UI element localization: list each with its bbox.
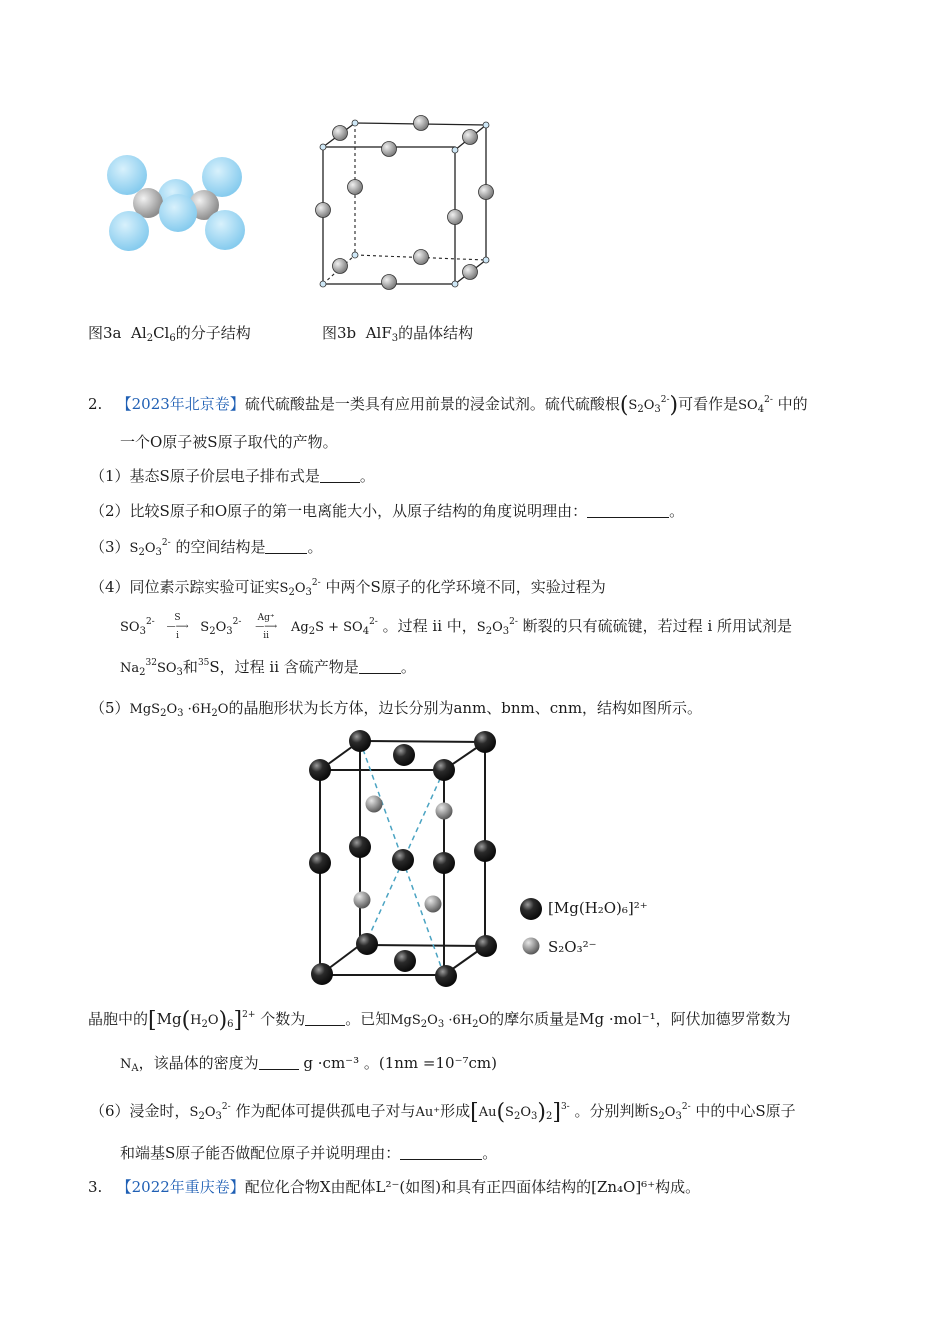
q2-part4-line1: （4）同位素示踪实验可证实$S_2O_3^{2-}$ 中两个S原子的化学环境不同，实验过程为 — [90, 578, 606, 598]
q2-part2: （2）比较S原子和O原子的第一电离能大小，从原子结构的角度说明理由： 。 — [90, 502, 685, 520]
q3-line: 3. 【2022年重庆卷】配位化合物X由配体L²⁻(如图)和具有正四面体结构的[Zn₄O]⁶⁺构成。 — [88, 1178, 701, 1196]
legend-mg-complex-label: [Mg(H₂O)₆]²⁺ — [548, 899, 648, 917]
q2-intro-line2: 一个O原子被S原子取代的产物。 — [120, 433, 338, 451]
fig3a-caption: 图3a $Al_2Cl_6$的分子结构 — [88, 324, 251, 344]
q3-source: 【2022年重庆卷】 — [116, 1178, 245, 1196]
cl-atom — [159, 194, 197, 232]
q2-source: 【2023年北京卷】 — [116, 395, 245, 413]
answer-blank[interactable] — [359, 661, 401, 674]
q2-intro-line: 2. 【2023年北京卷】硫代硫酸盐是一类具有应用前景的浸金试剂。硫代硫酸根$(S_2O_3^{2-})$可看作是$SO_4^{2-}$ 中的 — [88, 393, 808, 418]
q2-part5-line3: $N_A$，该晶体的密度为 g ·cm⁻³ 。(1nm =10⁻⁷cm) — [120, 1054, 497, 1074]
q3-number: 3. — [88, 1178, 103, 1196]
mgs2o3-crystal-cell-diagram — [305, 728, 515, 988]
q2-part5-line2: 晶胞中的$[Mg(H_2O)_6]^{2+}$ 个数为 。已知$MgS_2O_3 \cdot 6H_2O$的摩尔质量是Mg ·mol⁻¹，阿伏加德罗常数为 — [88, 1008, 791, 1033]
q2-part1: （1）基态S原子价层电子排布式是 。 — [90, 467, 375, 485]
cl-atom — [205, 210, 245, 250]
answer-blank[interactable] — [259, 1057, 299, 1070]
q2-part5-line1: $(5)MgS_2O_3 \cdot 6H_2O$的晶胞形状为长方体，边长分别为anm、bnm、cnm，结构如图所示。 — [90, 699, 703, 719]
q2-part6-line1: （6）浸金时，$S_2O_3^{2-}$ 作为配体可提供孤电子对与Au⁺形成$[Au(S_2O_3)_2]^{3-}$ 。分别判断$S_2O_3^{2-}$ 中的中心S原子 — [90, 1100, 796, 1125]
fig3b-caption: 图3b AlF$_3$的晶体结构 — [322, 324, 474, 344]
q2-number: 2. — [88, 395, 103, 413]
answer-blank[interactable] — [320, 470, 360, 483]
answer-blank[interactable] — [400, 1147, 482, 1160]
legend-s2o3-label: S₂O₃²⁻ — [548, 938, 597, 956]
al2cl6-molecule-diagram — [100, 150, 260, 260]
q2-part6-line2: 和端基S原子能否做配位原子并说明理由： 。 — [120, 1144, 498, 1162]
q2-part3: $(3)S_2O_3^{2-}$ 的空间结构是 。 — [90, 538, 323, 558]
answer-blank[interactable] — [587, 505, 669, 518]
alf3-crystal-diagram — [310, 115, 510, 305]
legend-s2o3-icon — [521, 936, 541, 956]
legend-mg-complex-icon — [519, 897, 543, 921]
q2-part4-reaction: $SO_3^{2-}$ S —⟶ i $S_2O_3^{2-}$ Ag⁺ —⟶ ii $Ag_2S + SO_4^{2-}$ 。过程 ii 中，$S_2O_3^{2-}$ 断裂的只有硫硫键，若过程 i 所用试剂是 — [120, 613, 793, 641]
answer-blank[interactable] — [265, 541, 307, 554]
answer-blank[interactable] — [305, 1013, 345, 1026]
q2-part4-line3: $Na_2^{32}SO_3$和$^{35}$S，过程 ii 含硫产物是 。 — [120, 658, 416, 678]
cl-atom — [107, 155, 147, 195]
cl-atom — [109, 211, 149, 251]
